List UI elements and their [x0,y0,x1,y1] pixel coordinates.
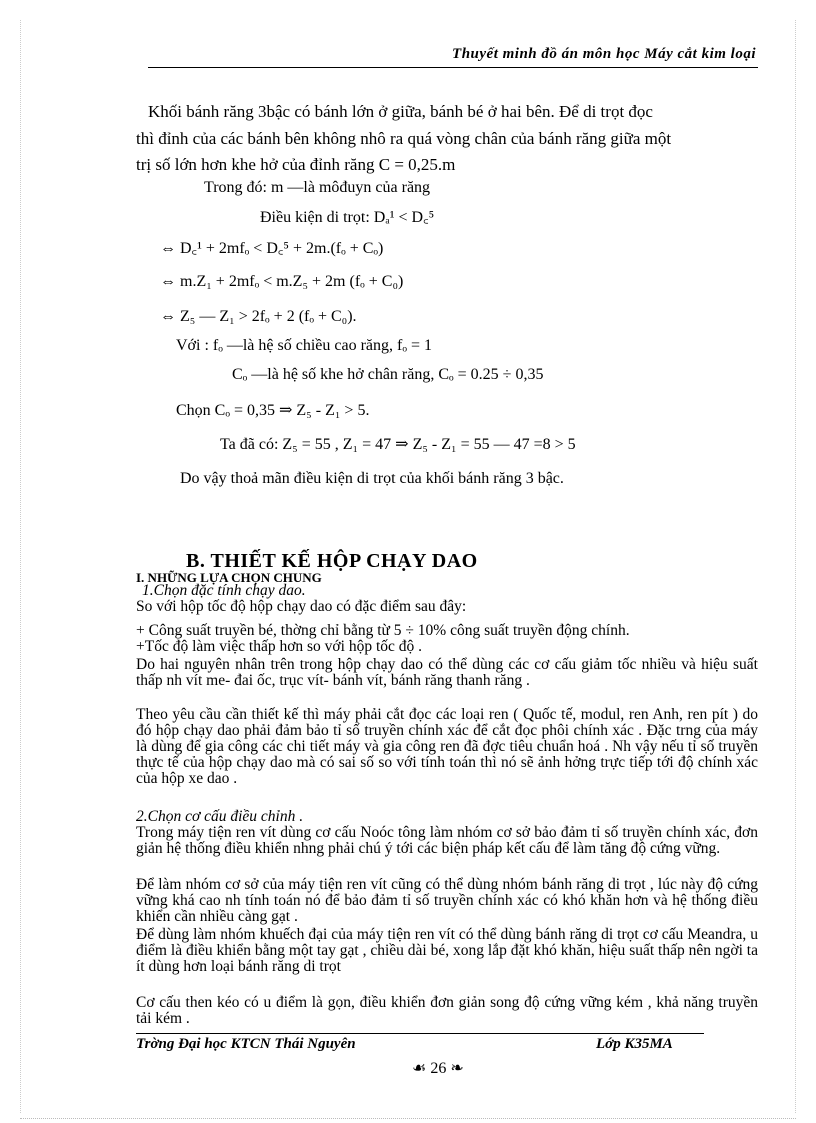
paragraph: Cơ cấu then kéo có u điểm là gọn, điều khiển đơn giản song độ cứng vững kém , khả năng truyền tải kém . [136,994,758,1027]
equation-2: ⇔ m.Z₁ + 2mfₒ < m.Z₅ + 2m (fₒ + C₀) [160,273,404,290]
with-line-2: Cₒ —là hệ số khe hở chân răng, Cₒ = 0.25 ÷ 0,35 [232,366,544,383]
para-line: trị số lớn hơn khe hở của đỉnh răng C = 0,25.m [136,155,456,174]
result-line: Ta đã có: Z₅ = 55 , Z₁ = 47 ⇒ Z₅ - Z₁ = 55 — 47 =8 > 5 [220,436,576,453]
page-bottom-guide [20,1118,796,1119]
bullet-1: + Công suất truyền bé, thờng chỉ bằng từ 5 ÷ 10% công suất truyền động chính. [136,622,630,639]
footer-rule [136,1033,704,1034]
para-line: Khối bánh răng 3bậc có bánh lớn ở giữa, bánh bé ở hai bên. Để di trọt đọc [148,102,653,121]
conclusion-line: Do vậy thoả mãn điều kiện di trọt của khối bánh răng 3 bậc. [180,470,564,487]
page-number [412,1058,464,1078]
equation-1: ⇔ D꜀¹ + 2mfₒ < D꜀⁵ + 2m.(fₒ + Cₒ) [160,240,384,257]
page-right-guide [795,20,796,1113]
bullet-2: +Tốc độ làm việc thấp hơn so với hộp tốc độ . [136,638,423,655]
heading-1: 1.Chọn đặc tính chạy dao. [142,582,306,599]
paragraph: Để làm nhóm cơ sở của máy tiện ren vít cũng có thể dùng nhóm bánh răng di trọt , lúc này độ cứng vững khá cao nh tính toán nó để bảo đảm tỉ số truyền chính xác có khó khăn hơn và hệ thống điều khiển cần nhiều càng gạt . [136,876,758,925]
subsection-title: I. NHỮNG LỰA CHỌN CHUNG [136,570,322,585]
condition-line: Điều kiện di trọt: Dₐ¹ < D꜀⁵ [260,209,435,226]
paragraph: Theo yêu cầu cần thiết kế thì máy phải cắt đọc các loại ren ( Quốc tế, modul, ren Anh, ren pít ) do đó hộp chạy dao phải đảm bảo tỉ số truyền chính xác để cắt đọc phôi chính xác . Đặc trng của máy là dùng để gia công các chi tiết máy và gia công ren đã đợc tiêu chuẩn hoá . Nh vậy nếu tỉ số truyền thực tế của hộp chạy dao mà có sai số so với tính toán thì nó sẽ ảnh hởng trực tiếp tới độ chính xác của hộp xe dao . [136,706,758,787]
left-ornament-icon: ☙ [412,1060,431,1077]
heading-2: 2.Chọn cơ cấu điều chỉnh . [136,808,304,825]
paragraph: Để dùng làm nhóm khuếch đại của máy tiện ren vít có thể dùng bánh răng di trọt cơ cấu Meandra, u điểm là điều khiển bằng một tay gạt , chiều dài bé, xong lắp đặt khó khăn, hiệu suất thấp nên ngời ta ít dùng hơn loại bánh răng di trọt [136,926,758,975]
page-left-guide [20,20,21,1113]
section-title: B. THIẾT KẾ HỘP CHẠY DAO [186,550,478,572]
with-line-1: Với : fₒ —là hệ số chiều cao răng, fₒ = 1 [176,337,432,354]
footer-school: Trờng Đại học KTCN Thái Nguyên [136,1036,356,1052]
intro-line: So với hộp tốc độ hộp chạy dao có đặc điểm sau đây: [136,598,467,615]
paragraph: Trong máy tiện ren vít dùng cơ cấu Noóc tông làm nhóm cơ sở bảo đảm tỉ số truyền chính xác, đơn giản hệ thống điều khiển nhng phải chú ý tới các biện pháp kết cấu để làm tăng độ cứng vững. [136,824,758,857]
equation-3: ⇔ Z₅ — Z₁ > 2fₒ + 2 (fₒ + C₀). [160,308,357,325]
right-ornament-icon: ❧ [446,1060,464,1077]
paragraph: Do hai nguyên nhân trên trong hộp chạy dao có thể dùng các cơ cấu giảm tốc nhiều và hiệu suất thấp nh vít me- đai ốc, trục vít- bánh vít, bánh răng thanh răng . [136,656,758,689]
para-line: thì đỉnh của các bánh bên không nhô ra quá vòng chân của bánh răng giữa một [136,129,672,148]
page-number-value: 26 [430,1060,447,1077]
footer-class: Lớp K35MA [596,1036,673,1052]
choose-line: Chọn Cₒ = 0,35 ⇒ Z₅ - Z₁ > 5. [176,402,370,419]
header-rule [148,67,758,68]
page-header-title: Thuyết minh đồ án môn học Máy cắt kim loại [452,46,756,62]
definition-line: Trong đó: m —là môđuyn của răng [204,179,431,196]
